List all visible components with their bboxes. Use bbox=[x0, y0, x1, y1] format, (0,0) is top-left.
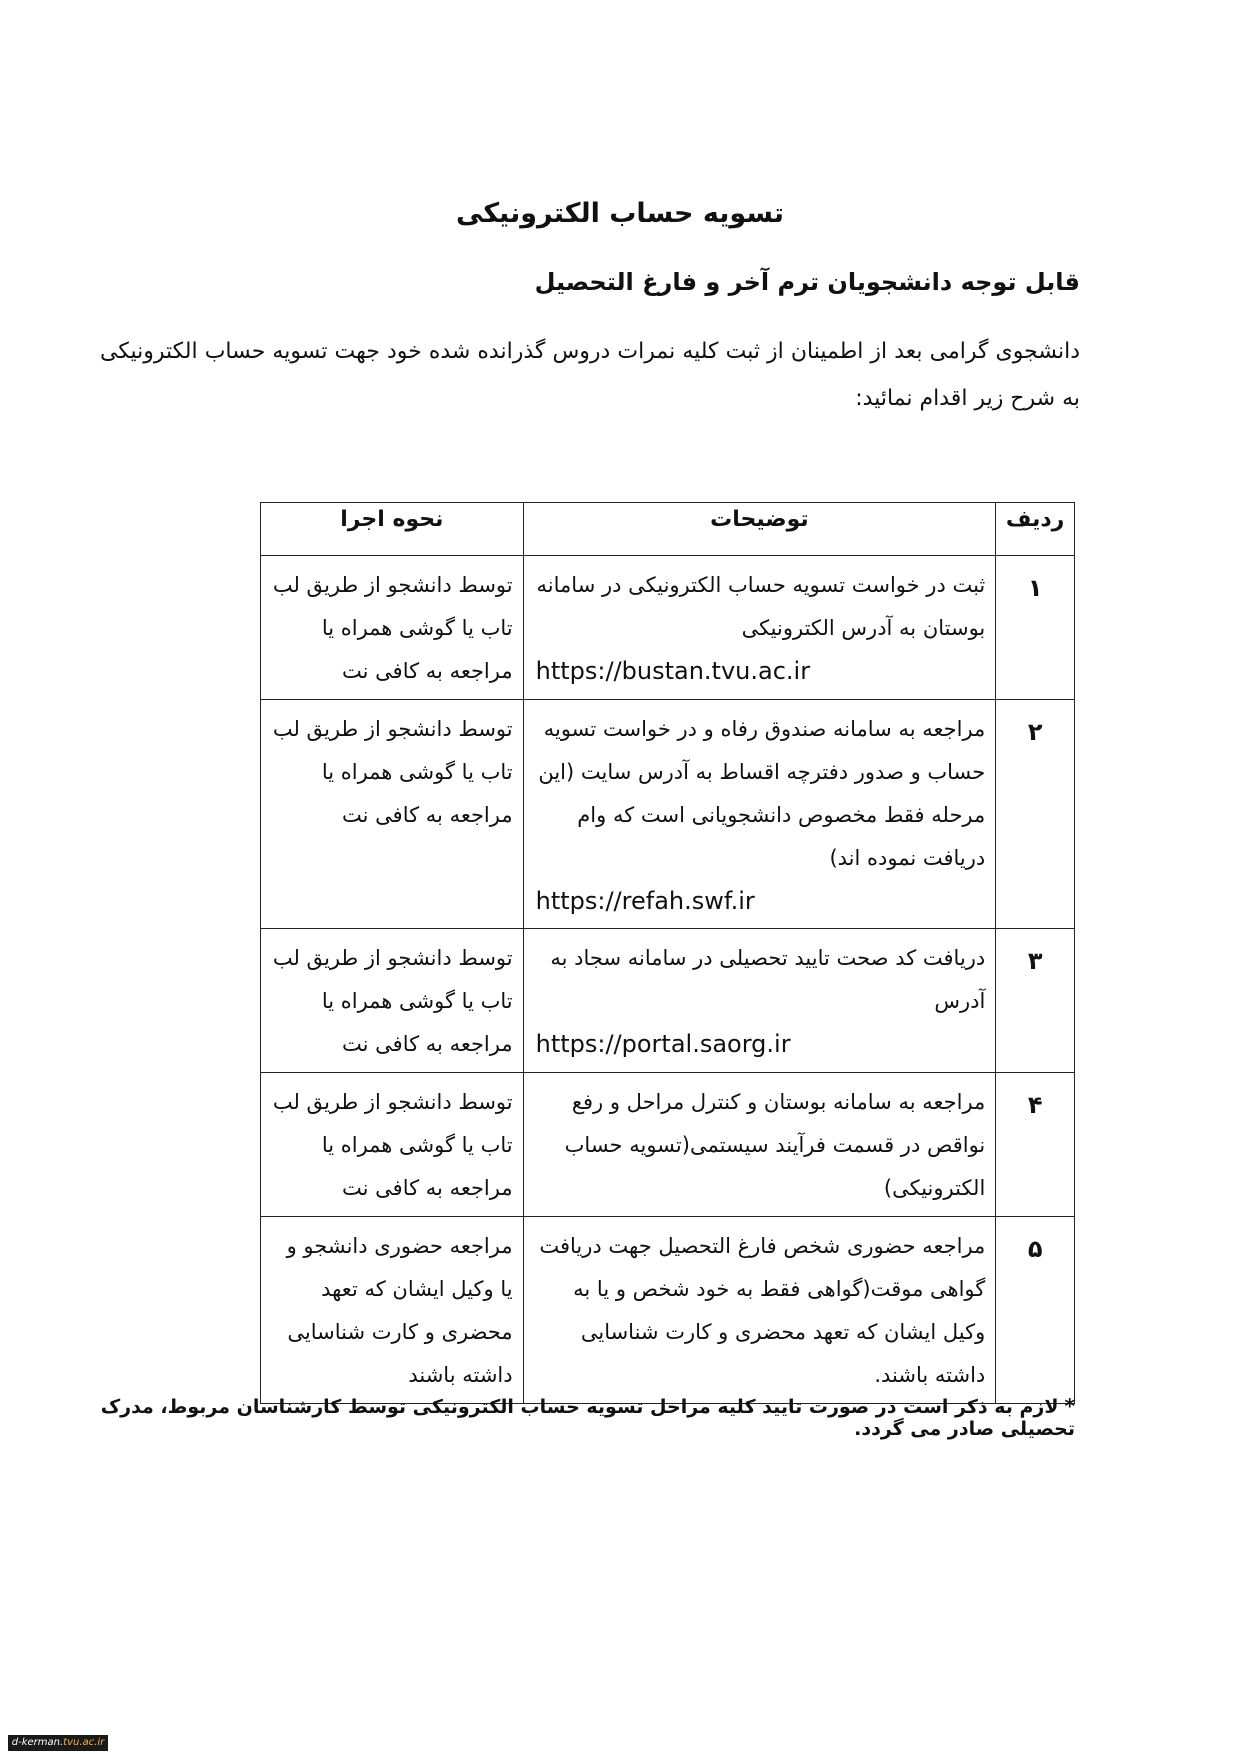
row-description bbox=[523, 556, 996, 700]
page-subtitle: قابل توجه دانشجویان ترم آخر و فارغ التحصیل bbox=[534, 268, 1080, 296]
table-row bbox=[261, 1217, 1075, 1404]
description-text: مراجعه به سامانه صندوق رفاه و در خواست تسویه حساب و صدور دفترچه اقساط به آدرس سایت (این مرحله فقط مخصوص دانشجویانی است که وام دریافت نموده اند) bbox=[538, 717, 986, 870]
row-number: ۱ bbox=[996, 556, 1075, 700]
watermark-domain: tvu.ac.ir bbox=[63, 1737, 105, 1748]
row-number: ۳ bbox=[996, 929, 1075, 1073]
footnote bbox=[75, 1394, 1075, 1440]
table-row bbox=[261, 700, 1075, 929]
row-method: توسط دانشجو از طریق لب تاب یا گوشی همراه یا مراجعه به کافی نت bbox=[261, 929, 524, 1073]
row-method: توسط دانشجو از طریق لب تاب یا گوشی همراه یا مراجعه به کافی نت bbox=[261, 1073, 524, 1217]
page-title: تسویه حساب الکترونیکی bbox=[456, 198, 784, 229]
header-method: نحوه اجرا bbox=[261, 503, 524, 556]
intro-paragraph: دانشجوی گرامی بعد از اطمینان از ثبت کلیه نمرات دروس گذرانده شده خود جهت تسویه حساب الکترونیکی به شرح زیر اقدام نمائید: bbox=[100, 339, 1080, 411]
row-description bbox=[523, 700, 996, 929]
steps-table bbox=[260, 502, 1075, 1404]
table-row bbox=[261, 556, 1075, 700]
row-method: توسط دانشجو از طریق لب تاب یا گوشی همراه یا مراجعه به کافی نت bbox=[261, 700, 524, 929]
watermark-prefix: d-kerman. bbox=[11, 1737, 64, 1748]
row-number: ۵ bbox=[996, 1217, 1075, 1404]
header-row-number: ردیف bbox=[996, 503, 1075, 556]
table-row bbox=[261, 1073, 1075, 1217]
description-text: دریافت کد صحت تایید تحصیلی در سامانه سجاد به آدرس bbox=[550, 946, 986, 1013]
row-number: ۲ bbox=[996, 700, 1075, 929]
row-method: توسط دانشجو از طریق لب تاب یا گوشی همراه یا مراجعه به کافی نت bbox=[261, 556, 524, 700]
row-description: مراجعه به سامانه بوستان و کنترل مراحل و رفع نواقص در قسمت فرآیند سیستمی(تسویه حساب الکترونیکی) bbox=[523, 1073, 996, 1217]
footnote-text: لازم به ذکر است در صورت تایید کلیه مراحل تسویه حساب الکترونیکی توسط کارشناسان مربوط، مدرک تحصیلی صادر می گردد. bbox=[100, 1396, 1075, 1440]
row-description: مراجعه حضوری شخص فارغ التحصیل جهت دریافت گواهی موقت(گواهی فقط به خود شخص و یا به وکیل ایشان که تعهد محضری و کارت شناسایی داشته باشند. bbox=[523, 1217, 996, 1404]
refah-link[interactable]: https://refah.swf.ir bbox=[535, 887, 755, 915]
row-number: ۴ bbox=[996, 1073, 1075, 1217]
table-row bbox=[261, 929, 1075, 1073]
row-method: مراجعه حضوری دانشجو و یا وکیل ایشان که تعهد محضری و کارت شناسایی داشته باشند bbox=[261, 1217, 524, 1404]
bustan-link[interactable]: https://bustan.tvu.ac.ir bbox=[535, 657, 811, 685]
description-text: ثبت در خواست تسویه حساب الکترونیکی در سامانه بوستان به آدرس الکترونیکی bbox=[536, 573, 986, 640]
saorg-link[interactable]: https://portal.saorg.ir bbox=[535, 1030, 791, 1058]
site-watermark-logo bbox=[8, 1735, 108, 1751]
header-description: توضیحات bbox=[523, 503, 996, 556]
row-description bbox=[523, 929, 996, 1073]
asterisk-icon: * bbox=[1064, 1394, 1075, 1418]
table-header-row bbox=[261, 503, 1075, 556]
